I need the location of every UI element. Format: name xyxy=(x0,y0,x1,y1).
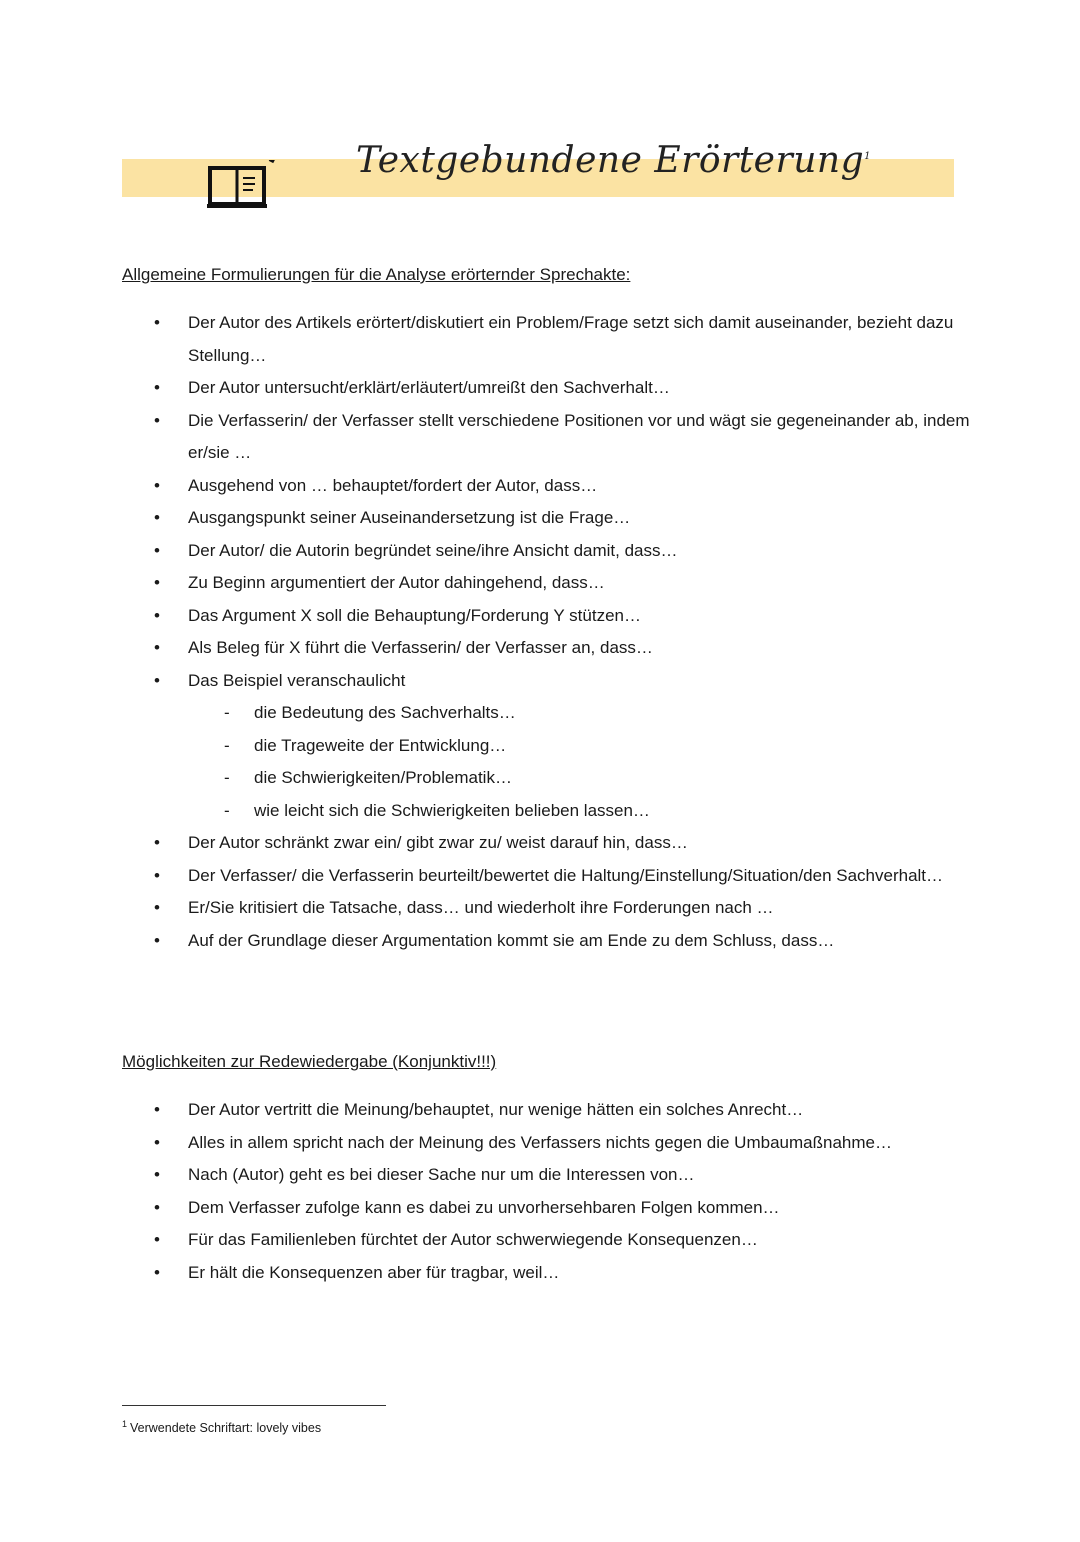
list-item xyxy=(150,665,970,828)
book-pencil-icon xyxy=(205,160,315,210)
sub-list xyxy=(188,697,970,827)
list-item: • Auf der Grundlage dieser Argumentation kommt sie am Ende zu dem Schluss, dass… xyxy=(150,925,970,958)
section1-heading: Allgemeine Formulierungen für die Analyse erörternder Sprechakte: xyxy=(122,265,631,284)
list-item: • Nach (Autor) geht es bei dieser Sache nur um die Interessen von… xyxy=(150,1159,970,1192)
list-item: • Der Autor/ die Autorin begründet seine/ihre Ansicht damit, dass… xyxy=(150,535,970,568)
section1-list xyxy=(150,307,970,957)
footnote xyxy=(122,1419,321,1435)
list-item: • Das Argument X soll die Behauptung/Forderung Y stützen… xyxy=(150,600,970,633)
list-item: • Ausgangspunkt seiner Auseinandersetzung ist die Frage… xyxy=(150,502,970,535)
list-item: • Alles in allem spricht nach der Meinung des Verfassers nichts gegen die Umbaumaßnahme… xyxy=(150,1127,970,1160)
list-item: • Der Autor schränkt zwar ein/ gibt zwar zu/ weist darauf hin, dass… xyxy=(150,827,970,860)
sub-list-item: - die Trageweite der Entwicklung… xyxy=(188,730,970,763)
list-item: • Er hält die Konsequenzen aber für tragbar, weil… xyxy=(150,1257,970,1290)
sub-list-item: - die Schwierigkeiten/Problematik… xyxy=(188,762,970,795)
sub-list-item: - die Bedeutung des Sachverhalts… xyxy=(188,697,970,730)
list-item: • Er/Sie kritisiert die Tatsache, dass… und wiederholt ihre Forderungen nach … xyxy=(150,892,970,925)
sub-list-item: - wie leicht sich die Schwierigkeiten belieben lassen… xyxy=(188,795,970,828)
list-item: • Der Autor vertritt die Meinung/behauptet, nur wenige hätten ein solches Anrecht… xyxy=(150,1094,970,1127)
list-item: • Die Verfasserin/ der Verfasser stellt verschiedene Positionen vor und wägt sie gegeneinander ab, indem er/sie … xyxy=(150,405,970,470)
section2-heading: Möglichkeiten zur Redewiedergabe (Konjunktiv!!!) xyxy=(122,1052,497,1071)
list-item: • Als Beleg für X führt die Verfasserin/ der Verfasser an, dass… xyxy=(150,632,970,665)
footnote-number: 1 xyxy=(122,1419,128,1429)
list-item: • Der Verfasser/ die Verfasserin beurteilt/bewertet die Haltung/Einstellung/Situation/den Sachverhalt… xyxy=(150,860,970,893)
list-item: • Zu Beginn argumentiert der Autor dahingehend, dass… xyxy=(150,567,970,600)
section2-list xyxy=(150,1094,970,1289)
page-title xyxy=(356,140,871,181)
list-item: • Für das Familienleben fürchtet der Autor schwerwiegende Konsequenzen… xyxy=(150,1224,970,1257)
list-item-text: Das Beispiel veranschaulicht xyxy=(188,670,406,690)
list-item: • Der Autor des Artikels erörtert/diskutiert ein Problem/Frage setzt sich damit auseinander, bezieht dazu Stellung… xyxy=(150,307,970,372)
list-item: • Dem Verfasser zufolge kann es dabei zu unvorhersehbaren Folgen kommen… xyxy=(150,1192,970,1225)
footnote-divider xyxy=(122,1405,386,1406)
title-text: Textgebundene Erörterung xyxy=(356,140,865,181)
footnote-marker: 1 xyxy=(864,151,871,162)
list-item: • Der Autor untersucht/erklärt/erläutert/umreißt den Sachverhalt… xyxy=(150,372,970,405)
footnote-text: Verwendete Schriftart: lovely vibes xyxy=(130,1421,322,1436)
list-item: • Ausgehend von … behauptet/fordert der Autor, dass… xyxy=(150,470,970,503)
